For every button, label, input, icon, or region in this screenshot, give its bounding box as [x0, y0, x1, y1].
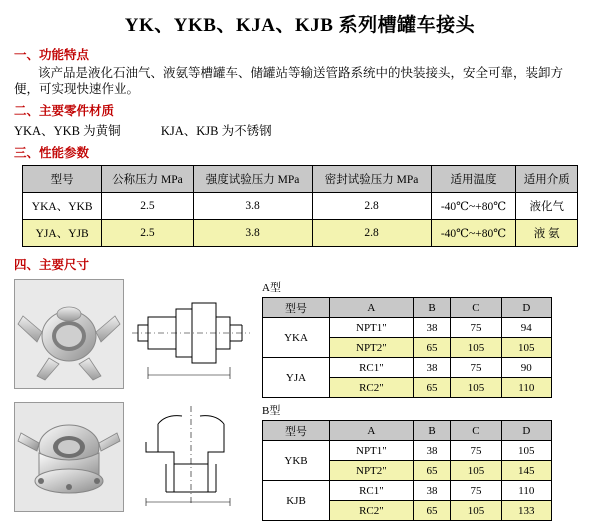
- dimA-r2-c3: 75: [451, 358, 501, 378]
- dimB-r3-c4: 133: [501, 501, 551, 521]
- section-heading-dimensions: 四、主要尺寸: [14, 258, 90, 272]
- perf-r0-c4: -40℃~+80℃: [431, 193, 516, 220]
- dimA-r3-c4: 110: [501, 378, 551, 398]
- dimA-r1-c4: 105: [501, 338, 551, 358]
- perf-col-2: 强度试验压力 MPa: [193, 166, 312, 193]
- dimension-table-b-label: B型: [262, 405, 281, 417]
- dimA-r0-c4: 94: [501, 318, 551, 338]
- technical-drawing-b: [130, 402, 252, 510]
- perf-r1-c1: 2.5: [102, 220, 193, 247]
- document-page: [0, 10, 600, 526]
- perf-r1-c2: 3.8: [193, 220, 312, 247]
- perf-r1-c0: YJA、YJB: [23, 220, 102, 247]
- table-row: [263, 441, 552, 461]
- dimA-r0-c1: NPT1": [330, 318, 414, 338]
- table-row: [263, 358, 552, 378]
- dimB-r2-c3: 75: [451, 481, 501, 501]
- perf-r0-c3: 2.8: [312, 193, 431, 220]
- dimA-r3-c2: 65: [413, 378, 450, 398]
- materials-right: KJA、KJB 为不锈钢: [160, 124, 272, 138]
- table-header-row: [263, 421, 552, 441]
- perf-col-1: 公称压力 MPa: [102, 166, 193, 193]
- performance-table: [22, 165, 578, 247]
- perf-r1-c5: 液 氨: [516, 220, 578, 247]
- dimension-table-a-wrap: [262, 279, 600, 398]
- dimension-row-b: [14, 402, 600, 521]
- dimB-col-2: B: [413, 421, 450, 441]
- dimA-r1-c3: 105: [451, 338, 501, 358]
- perf-r1-c4: -40℃~+80℃: [431, 220, 516, 247]
- table-row: [23, 193, 578, 220]
- dimB-col-3: C: [451, 421, 501, 441]
- dimA-r1-c1: NPT2": [330, 338, 414, 358]
- dimB-r0-c1: NPT1": [330, 441, 414, 461]
- dimB-r1-c4: 145: [501, 461, 551, 481]
- perf-r0-c5: 液化气: [516, 193, 578, 220]
- dimA-r3-c3: 105: [451, 378, 501, 398]
- perf-col-3: 密封试验压力 MPa: [312, 166, 431, 193]
- dimA-r2-c2: 38: [413, 358, 450, 378]
- dimB-r3-c2: 65: [413, 501, 450, 521]
- dimA-r0-c3: 75: [451, 318, 501, 338]
- dimension-row-a: [14, 279, 600, 398]
- table-row: [263, 481, 552, 501]
- dimA-col-0: 型号: [263, 298, 330, 318]
- dimension-table-a-label: A型: [262, 282, 281, 294]
- page-title: YK、YKB、KJA、KJB 系列槽罐车接头: [124, 15, 476, 36]
- perf-col-5: 适用介质: [516, 166, 578, 193]
- perf-r1-c3: 2.8: [312, 220, 431, 247]
- features-text: 该产品是液化石油气、液氨等槽罐车、储罐站等输送管路系统中的快装接头，安全可靠，装卸方便，可实现快速作业。: [14, 66, 564, 96]
- dimA-r3-c1: RC2": [330, 378, 414, 398]
- perf-col-4: 适用温度: [431, 166, 516, 193]
- dimB-model-0: YKB: [263, 441, 330, 481]
- dimB-r0-c4: 105: [501, 441, 551, 461]
- technical-drawing-a: [130, 279, 252, 387]
- dimA-col-3: C: [451, 298, 501, 318]
- section-heading-performance: 三、性能参数: [14, 146, 90, 160]
- dimA-r0-c2: 38: [413, 318, 450, 338]
- dimB-r0-c3: 75: [451, 441, 501, 461]
- dimB-r3-c1: RC2": [330, 501, 414, 521]
- dimA-r2-c1: RC1": [330, 358, 414, 378]
- dimA-col-1: A: [330, 298, 414, 318]
- product-photo-b: [14, 402, 124, 512]
- dimension-table-b-wrap: [262, 402, 600, 521]
- product-photo-a: [14, 279, 124, 389]
- dimA-model-1: YJA: [263, 358, 330, 398]
- materials-line: [14, 121, 600, 139]
- dimA-r2-c4: 90: [501, 358, 551, 378]
- dimensions-area: [0, 279, 600, 521]
- dimB-col-4: D: [501, 421, 551, 441]
- dimB-r2-c1: RC1": [330, 481, 414, 501]
- table-row: [23, 220, 578, 247]
- dimB-r1-c3: 105: [451, 461, 501, 481]
- perf-r0-c0: YKA、YKB: [23, 193, 102, 220]
- dimB-r1-c1: NPT2": [330, 461, 414, 481]
- dimB-r2-c4: 110: [501, 481, 551, 501]
- perf-r0-c1: 2.5: [102, 193, 193, 220]
- table-row: [263, 318, 552, 338]
- dimB-model-1: KJB: [263, 481, 330, 521]
- dimension-table-b: [262, 420, 552, 521]
- dimB-col-0: 型号: [263, 421, 330, 441]
- dimA-col-2: B: [413, 298, 450, 318]
- dimB-r0-c2: 38: [413, 441, 450, 461]
- dimB-r2-c2: 38: [413, 481, 450, 501]
- perf-col-0: 型号: [23, 166, 102, 193]
- table-header-row: [263, 298, 552, 318]
- section-heading-features: 一、功能特点: [14, 48, 90, 62]
- dimA-r1-c2: 65: [413, 338, 450, 358]
- dimA-col-4: D: [501, 298, 551, 318]
- dimB-col-1: A: [330, 421, 414, 441]
- section-heading-materials: 二、主要零件材质: [14, 104, 115, 118]
- perf-r0-c2: 3.8: [193, 193, 312, 220]
- table-header-row: [23, 166, 578, 193]
- dimB-r3-c3: 105: [451, 501, 501, 521]
- materials-left: YKA、YKB 为黄铜: [14, 124, 121, 138]
- dimA-model-0: YKA: [263, 318, 330, 358]
- dimB-r1-c2: 65: [413, 461, 450, 481]
- dimension-table-a: [262, 297, 552, 398]
